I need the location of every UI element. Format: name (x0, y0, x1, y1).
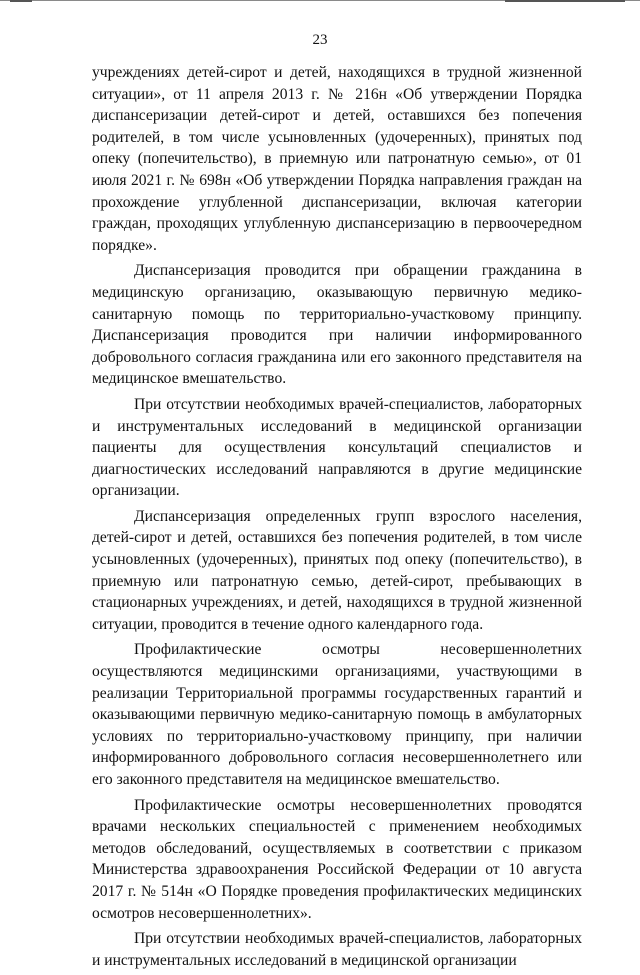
scan-edge-mark-left (10, 0, 32, 2)
paragraph-continuation: учреждениях детей-сирот и детей, находящихся в трудной жизненной ситуации», от 11 апреля 2013 г. № 216н «Об утверждении Порядка диспансеризации детей-сирот и детей, оставшихся без попечения родителей, в том числе усыновленных (удочеренных), принятых под опеку (попечительство), в приемную или патронатную семью», от 01 июля 2021 г. № 698н «Об утверждении Порядка направления граждан на прохождение углубленной диспансеризации, включая категории граждан, проходящих углубленную диспансеризацию в первоочередном порядке». (92, 64, 582, 254)
paragraph-preventive-exams: Профилактические осмотры несовершеннолетних осуществляются медицинскими организациями, участвующими в реализации Территориальной программы государственных гарантий и оказывающими первичную медико-санитарную помощь в амбулаторных условиях по территориально-участковому принципу, при наличии информированного добровольного согласия несовершеннолетнего или его законного представителя на медицинское вмешательство. (92, 641, 582, 788)
paragraph-missing-specialists-2: При отсутствии необходимых врачей-специалистов, лабораторных и инструментальных исследований в медицинской организации (92, 930, 582, 969)
paragraph-preventive-exams-doctors: Профилактические осмотры несовершеннолетних проводятся врачами нескольких специальностей с применением необходимых методов обследований, осуществляемых в соответствии с приказом Министерства здравоохранения Российской Федерации от 10 августа 2017 г. № 514н «О Порядке проведения профилактических медицинских осмотров несовершеннолетних». (92, 796, 582, 922)
paragraph-missing-specialists: При отсутствии необходимых врачей-специалистов, лабораторных и инструментальных исследований в медицинской организации пациенты для осуществления консультаций специалистов и диагностических исследований направляются в другие медицинские организации. (92, 395, 582, 500)
scan-edge-mark-right (505, 0, 625, 2)
paragraph-dispensarization-procedure: Диспансеризация проводится при обращении гражданина в медицинскую организацию, оказывающую первичную медико-санитарную помощь по территориально-участковому принципу. Диспансеризация проводится при наличии информированного добровольного согласия гражданина или его законного представителя на медицинское вмешательство. (92, 262, 582, 388)
paragraph-dispensarization-groups: Диспансеризация определенных групп взрослого населения, детей-сирот и детей, оставшихся без попечения родителей, в том числе усыновленных (удочеренных), принятых под опеку (попечительство), в приемную или патронатную семью, детей-сирот, пребывающих в стационарных учреждениях, и детей, находящихся в трудной жизненной ситуации, проводится в течение одного календарного года. (92, 507, 582, 633)
document-body (92, 62, 582, 975)
page-number: 23 (312, 32, 328, 48)
